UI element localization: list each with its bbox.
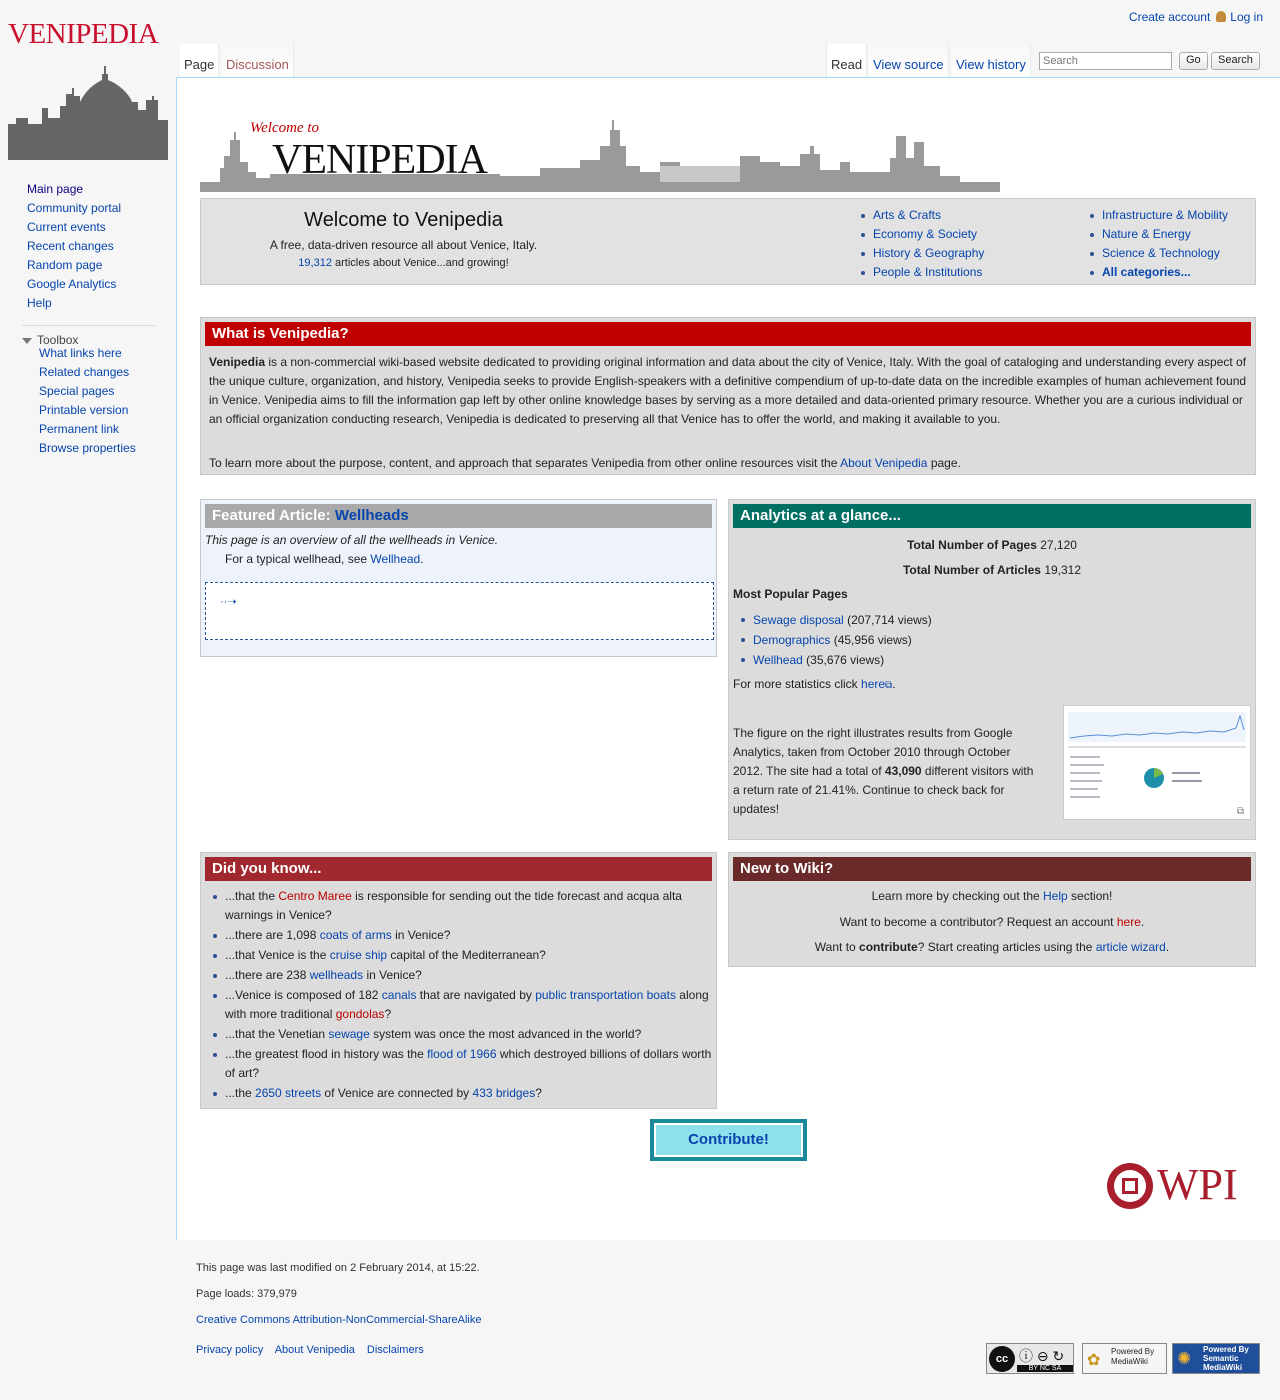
tool-label: What links here (39, 346, 122, 360)
help-link[interactable]: Help (1043, 889, 1068, 903)
tool-special-pages[interactable] (0, 382, 176, 401)
fact-link[interactable]: public transportation boats (535, 988, 676, 1002)
fact-link[interactable]: flood of 1966 (427, 1047, 497, 1061)
tool-label: Permanent link (39, 422, 120, 436)
tool-label: Printable version (39, 403, 129, 417)
by-nc-sa-icons: ⓘ ⊖ ↻ (1019, 1348, 1065, 1364)
tab-discussion[interactable]: Discussion (222, 44, 294, 77)
total-articles (729, 561, 1255, 580)
fact-text: ? (384, 1007, 392, 1021)
intro-count-suffix: articles about Venice...and growing! (331, 257, 509, 269)
more-prefix: To learn more about the purpose, content, and approach that separates Venipedia from other online resources visit the (209, 456, 841, 470)
fact-link[interactable]: canals (381, 988, 417, 1002)
contribute-bold: contribute (859, 940, 918, 954)
toolbox-toggle[interactable] (22, 325, 156, 347)
what-is-more (209, 454, 1247, 473)
search-input[interactable] (1039, 52, 1172, 70)
article-count-link[interactable]: 19,312 (298, 257, 332, 269)
stats-link[interactable]: here (861, 677, 886, 691)
category-label: Infrastructure & Mobility (1102, 208, 1229, 222)
popular-link[interactable]: Demographics (753, 633, 831, 647)
category-list-right (1088, 206, 1253, 282)
analytics-chart-icon (1064, 706, 1250, 819)
did-you-know-item (211, 1045, 714, 1083)
category-label: Arts & Crafts (873, 208, 942, 222)
stats-suffix: . (892, 677, 896, 691)
tool-label: Related changes (39, 365, 130, 379)
featured-title-prefix: Featured Article: (212, 507, 335, 524)
category-item[interactable] (859, 206, 1059, 225)
contribute-button[interactable] (650, 1119, 807, 1161)
article-wizard-link[interactable]: article wizard (1095, 940, 1166, 954)
help-prefix: Learn more by checking out the (871, 889, 1044, 903)
did-you-know-header: Did you know... (205, 857, 712, 881)
popular-item (739, 650, 932, 670)
fact-text: is responsible for sending out the tide forecast and acqua alta warnings in Venice? (225, 889, 682, 922)
tool-label: Special pages (39, 384, 115, 398)
new-to-wiki-box (728, 852, 1256, 967)
new-to-wiki-header: New to Wiki? (733, 857, 1251, 881)
tool-permanent-link[interactable] (0, 420, 176, 439)
fact-text: ...Venice is composed of 182 (225, 988, 382, 1002)
category-label: People & Institutions (873, 265, 983, 279)
tab-view-source[interactable]: View source (869, 44, 949, 77)
wellhead-link[interactable]: Wellhead (370, 552, 421, 566)
sidebar-item-label: Random page (27, 258, 103, 272)
cc-license-badge[interactable] (986, 1343, 1074, 1374)
request-prefix: Want to become a contributor? Request an account (839, 915, 1117, 929)
request-line (729, 913, 1255, 932)
category-item[interactable] (859, 244, 1059, 263)
sidebar-item-label: Help (27, 296, 52, 310)
category-label: Economy & Society (873, 227, 978, 241)
tool-browse-properties[interactable] (0, 439, 176, 458)
tab-page[interactable]: Page (180, 44, 219, 77)
fact-text: of Venice are connected by (321, 1086, 473, 1100)
page-loads: Page loads: 379,979 (196, 1288, 297, 1300)
what-is-bold: Venipedia (209, 355, 266, 369)
enlarge-icon[interactable]: ⧉ (1236, 806, 1244, 817)
popular-views: (45,956 views) (830, 633, 912, 647)
contribute-line (729, 938, 1255, 957)
popular-list (739, 610, 932, 670)
fact-text: ? (535, 1086, 542, 1100)
what-is-body (209, 353, 1247, 429)
sidebar-item-label: Main page (27, 182, 84, 196)
fact-text: ...that Venice is the (225, 948, 330, 962)
tool-label: Browse properties (39, 441, 136, 455)
search-button[interactable]: Search (1211, 52, 1260, 70)
popular-item (739, 610, 932, 630)
analytics-thumbnail[interactable] (1063, 705, 1251, 820)
featured-summary: This page is an overview of all the wellheads in Venice. (205, 533, 499, 547)
semantic-mediawiki-badge[interactable] (1172, 1343, 1260, 1374)
did-you-know-box (200, 852, 717, 1109)
total-articles-value: 19,312 (1044, 563, 1082, 577)
sidebar-item-random-page[interactable] (0, 256, 176, 275)
toolbox-list (0, 344, 176, 458)
did-you-know-item (211, 1025, 714, 1044)
banner-title: VENIPEDIA (272, 137, 487, 183)
contribute-prefix: Want to (814, 940, 860, 954)
tab-read[interactable]: Read (826, 44, 867, 77)
did-you-know-item (211, 986, 714, 1024)
more-suffix: page. (927, 456, 961, 470)
did-you-know-item (211, 1084, 714, 1103)
category-item[interactable] (1088, 206, 1253, 225)
figure-text-2: different visitors with a return rate of 21.41%. Continue to check back for updates! (733, 764, 1034, 816)
fact-text: along with more traditional (225, 988, 709, 1021)
category-label: Nature & Energy (1102, 227, 1191, 241)
log-in-link[interactable]: Log in (1230, 10, 1263, 24)
banner-welcome-to: Welcome to (250, 120, 320, 136)
footer (196, 1262, 482, 1370)
wpi-logo-text: WPI (1157, 1160, 1238, 1209)
request-suffix: . (1140, 915, 1145, 929)
about-venipedia-link[interactable]: About Venipedia (840, 456, 928, 470)
cc-badge-text: BY NC SA (1017, 1365, 1073, 1372)
figure-caption (733, 724, 1035, 819)
did-you-know-list (211, 887, 714, 1104)
featured-box (200, 499, 717, 657)
fact-link[interactable]: gondolas (335, 1007, 385, 1021)
sidebar-item-google-analytics[interactable] (0, 275, 176, 294)
fact-link[interactable]: coats of arms (319, 928, 392, 942)
all-categories-link: All categories... (1102, 265, 1191, 279)
request-account-link[interactable]: here (1116, 915, 1141, 929)
fact-text: ...the (225, 1086, 256, 1100)
fact-link[interactable]: wellheads (309, 968, 364, 982)
category-label: Science & Technology (1102, 246, 1220, 260)
smw-logo-icon: ✺ (1177, 1349, 1192, 1368)
smw-badge-text: Powered By Semantic MediaWiki (1203, 1345, 1249, 1372)
what-is-header: What is Venipedia? (205, 322, 1251, 346)
mediawiki-badge-text: Powered By MediaWiki (1111, 1347, 1155, 1366)
triangle-down-icon (22, 338, 32, 344)
category-list-left (859, 206, 1059, 282)
sidebar-item-label: Google Analytics (27, 277, 117, 291)
tool-related-changes[interactable] (0, 363, 176, 382)
sidebar-item-current-events[interactable] (0, 218, 176, 237)
what-is-text: is a non-commercial wiki-based website dedicated to providing original information and data about the city of Venice, Italy. With the goal of cataloging and understanding every aspect of the unique culture, organization, and history, Venipedia seeks to provide English-speakers with a definitive compendium of up-to-date data on the incredible examples of human achievement found in Venice. Venipedia aims to fill the information gap left by other online knowledge bases by serving as a more detailed and data-oriented primary resource. Whether you are a curious individual or an official organization conducting research, Venipedia is dedicated to preserving all that Venice has to offer the world, and making it available to you. (209, 355, 1247, 426)
navigation-list (0, 180, 176, 313)
help-suffix: section! (1067, 889, 1113, 903)
sidebar (0, 180, 176, 458)
did-you-know-item (211, 926, 714, 945)
last-modified: This page was last modified on 2 February 2014, at 15:22. (196, 1262, 480, 1274)
fact-text: ...that the (225, 889, 279, 903)
toolbox-title: Toolbox (37, 333, 79, 347)
intro-count-line (201, 257, 606, 269)
mediawiki-badge[interactable] (1082, 1343, 1167, 1374)
external-link-icon: ⧉ (885, 680, 893, 691)
intro-box (200, 198, 1256, 285)
fact-text: ...the greatest flood in history was the (225, 1047, 428, 1061)
popular-link[interactable]: Wellhead (753, 653, 803, 667)
tab-view-history[interactable]: View history (952, 44, 1031, 77)
go-button[interactable]: Go (1179, 52, 1208, 70)
about-link[interactable]: About Venipedia (274, 1344, 355, 1356)
stats-prefix: For more statistics click (733, 677, 862, 691)
sidebar-item-community-portal[interactable] (0, 199, 176, 218)
loading-arrow-icon: ··➝ (220, 596, 237, 608)
fact-link[interactable]: sewage (328, 1027, 370, 1041)
welcome-banner (200, 116, 1000, 192)
popular-views: (207,714 views) (843, 613, 932, 627)
contribute-button-label: Contribute! (654, 1123, 803, 1157)
fact-link[interactable]: 433 bridges (472, 1086, 536, 1100)
popular-title: Most Popular Pages (733, 587, 848, 601)
did-you-know-item (211, 946, 714, 965)
analytics-header: Analytics at a glance... (733, 504, 1251, 528)
fact-text: in Venice? (391, 928, 451, 942)
featured-see (225, 550, 424, 569)
category-item[interactable] (1088, 244, 1253, 263)
featured-header (205, 504, 712, 528)
sidebar-item-label: Current events (27, 220, 106, 234)
disclaimers-link[interactable]: Disclaimers (366, 1344, 424, 1356)
sunflower-icon: ✿ (1087, 1352, 1101, 1369)
tool-printable-version[interactable] (0, 401, 176, 420)
did-you-know-item (211, 966, 714, 985)
category-label: History & Geography (873, 246, 985, 260)
fact-text: ...there are 1,098 (225, 928, 320, 942)
create-account-link[interactable]: Create account (1128, 10, 1211, 24)
total-pages (729, 536, 1255, 555)
did-you-know-item (211, 887, 714, 925)
user-icon (1216, 11, 1226, 22)
fact-text: system was once the most advanced in the world? (369, 1027, 642, 1041)
fact-link[interactable]: Centro Maree (278, 889, 352, 903)
category-item[interactable] (859, 225, 1059, 244)
figure-bold: 43,090 (884, 764, 922, 778)
category-item[interactable] (1088, 263, 1253, 282)
analytics-box (728, 499, 1256, 840)
fact-text: which destroyed billions of dollars worth of art? (225, 1047, 712, 1080)
what-is-box (200, 317, 1256, 475)
sidebar-item-label: Recent changes (27, 239, 114, 253)
popular-views: (35,676 views) (802, 653, 885, 667)
logo-text: VENIPEDIA (8, 18, 159, 50)
sidebar-item-label: Community portal (27, 201, 122, 215)
total-articles-label: Total Number of Articles (902, 563, 1041, 577)
help-line (729, 887, 1255, 906)
fact-link[interactable]: 2650 streets (255, 1086, 322, 1100)
figure-text-1: The figure on the right illustrates results from Google Analytics, taken from October 2010 through October 2012. The site had a total of (733, 726, 1013, 778)
see-prefix: For a typical wellhead, see (225, 552, 371, 566)
site-logo[interactable] (0, 0, 176, 165)
see-suffix: . (420, 552, 424, 566)
footer-links (196, 1344, 482, 1370)
personal-tools (1123, 10, 1263, 24)
total-pages-label: Total Number of Pages (907, 538, 1037, 552)
fact-text: ...that the Venetian (225, 1027, 329, 1041)
fact-link[interactable]: cruise ship (329, 948, 388, 962)
intro-title: Welcome to Venipedia (304, 209, 503, 231)
total-pages-value: 27,120 (1040, 538, 1077, 552)
featured-map-placeholder (205, 582, 714, 640)
popular-link[interactable]: Sewage disposal (753, 613, 844, 627)
privacy-policy-link[interactable]: Privacy policy (196, 1344, 264, 1356)
featured-title-link[interactable]: Wellheads (334, 507, 409, 524)
sidebar-item-recent-changes[interactable] (0, 237, 176, 256)
cc-icon: cc (989, 1346, 1015, 1372)
fact-text: ...there are 238 (225, 968, 310, 982)
contribute-suffix: . (1165, 940, 1170, 954)
skyline-icon (8, 60, 168, 160)
contribute-mid: ? Start creating articles using the (917, 940, 1096, 954)
fact-text: capital of the Mediterranean? (387, 948, 546, 962)
sidebar-item-main-page[interactable] (0, 180, 176, 199)
fact-text: that are navigated by (416, 988, 536, 1002)
category-item[interactable] (1088, 225, 1253, 244)
wpi-logo[interactable] (1105, 1161, 1260, 1211)
category-item[interactable] (859, 263, 1059, 282)
stats-line (733, 675, 896, 695)
popular-item (739, 630, 932, 650)
tool-what-links-here[interactable] (0, 344, 176, 363)
sidebar-item-help[interactable] (0, 294, 176, 313)
license-link[interactable]: Creative Commons Attribution-NonCommercial-ShareAlike (196, 1314, 482, 1326)
intro-subtitle: A free, data-driven resource all about Venice, Italy. (269, 238, 538, 252)
wpi-seal-icon (1105, 1161, 1155, 1211)
content-area (176, 77, 1280, 1240)
fact-text: in Venice? (363, 968, 422, 982)
